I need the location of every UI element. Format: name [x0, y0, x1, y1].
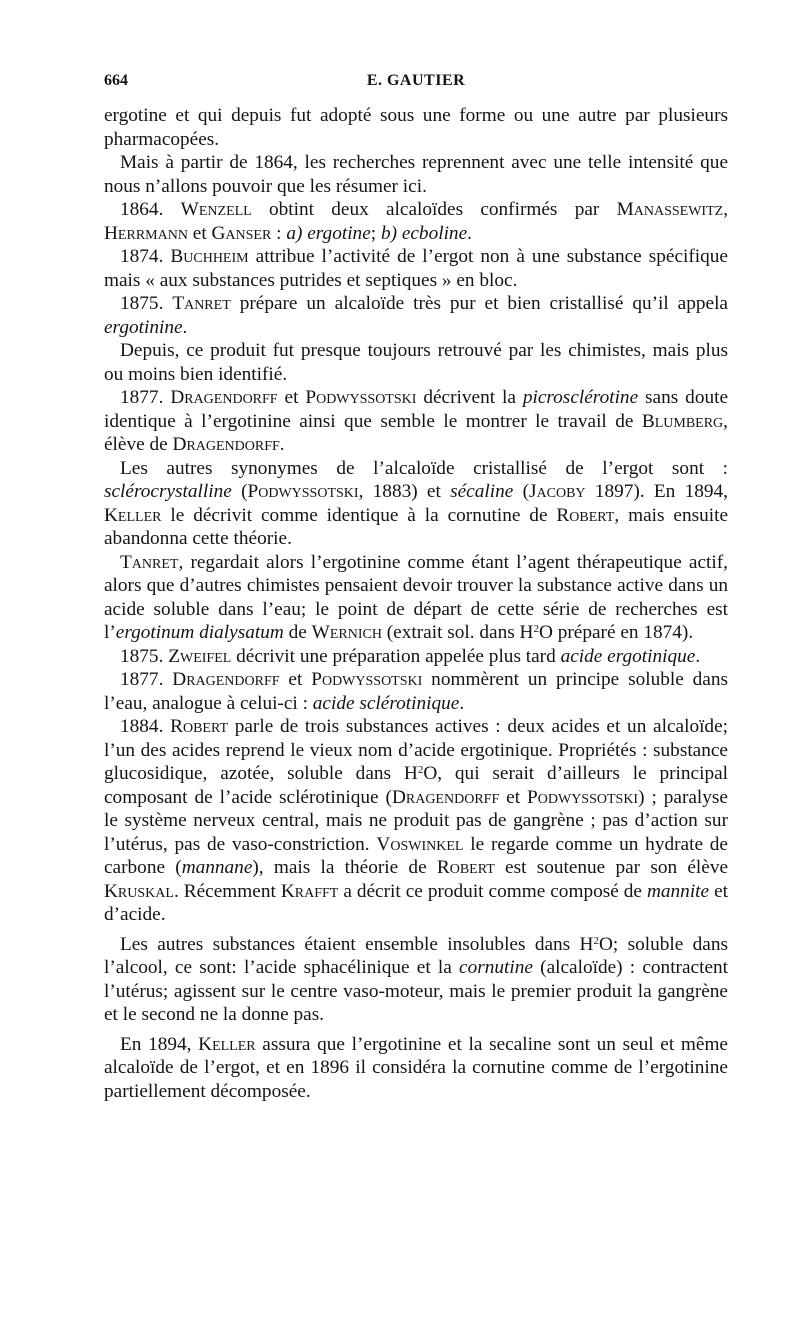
author-name: Tanret [172, 293, 231, 314]
text-run: et d’acide. [104, 880, 728, 925]
paragraph-4 [104, 245, 728, 292]
text-run: 1875. [120, 293, 173, 314]
paragraph-1 [104, 104, 728, 151]
text-run: assura que l’ergotinine et la secaline sont un seul et même alcaloïde de l’ergot, et en 1896 il considéra la cornutine comme de l’ergotinine partiellement décomposée. [104, 1033, 728, 1102]
text-run: parle de trois substances actives : deux acides et un alcaloïde; l’un des acides reprend le vieux nom d’acide ergotinique. Propriétés : substance glucosidique, azotée, soluble dans H [104, 716, 728, 784]
text-run: : [271, 222, 287, 244]
author-name: Dragendorff [172, 669, 280, 690]
author-name: Keller [198, 1033, 256, 1055]
text-run: . [459, 692, 465, 714]
text-run: nommèrent un principe soluble dans l’eau, analogue à celui-ci : [104, 669, 729, 714]
paragraph-6 [104, 339, 728, 386]
italic-term: sclérocrystalline [104, 481, 232, 502]
author-name: Kruskal [104, 880, 174, 902]
text-run: le décrivit comme identique à la cornutine de [161, 504, 557, 526]
text-run: est soutenue par son élève [494, 857, 729, 878]
italic-term: cornutine [459, 957, 533, 978]
paragraph-8 [104, 457, 728, 551]
italic-term: picrosclérotine [522, 387, 639, 408]
text-run: , regardait alors l’ergotinine comme étant l’agent thérapeutique actif, alors que d’autres chimistes pensaient devoir trouver la substance active dans un acide soluble dans l’eau; le point de départ de cette série de recherches est l’ [104, 551, 728, 643]
text-run: . [182, 316, 188, 338]
running-head-author: E. GAUTIER [366, 72, 466, 89]
italic-term: ergotinum dialysatum [115, 622, 284, 643]
text-run: 1864. [120, 199, 181, 220]
author-name: Robert [436, 857, 495, 878]
author-name: Herrmann [104, 222, 188, 244]
text-run: 1877. [120, 669, 173, 690]
author-name: Podwyssotski [311, 669, 423, 690]
text-run: le regarde comme un hydrate de carbone ( [104, 833, 728, 878]
body-text [104, 104, 728, 1103]
text-run: et [277, 387, 306, 408]
text-run: . Récemment [173, 880, 281, 902]
author-name: Buchheim [170, 246, 249, 267]
text-run: 1874. [120, 246, 171, 267]
text-run: (extrait sol. dans H [381, 622, 534, 643]
text-run: 1884. [120, 716, 171, 737]
text-run: décrivent la [416, 387, 523, 408]
text-run: prépare un alcaloïde très pur et bien cristallisé qu’il appela [230, 293, 728, 314]
paragraph-10 [104, 645, 728, 669]
text-run: de [283, 622, 312, 643]
superscript: 2 [593, 934, 599, 947]
text-run: Les autres substances étaient ensemble insolubles dans H [120, 933, 594, 955]
paragraph-5 [104, 292, 728, 339]
text-run: a décrit ce produit comme composé de [338, 880, 647, 902]
italic-term: sécaline [450, 481, 514, 502]
author-name: Keller [104, 504, 162, 526]
italic-term: ergotinine [104, 316, 183, 338]
text-run: En 1894, [120, 1033, 199, 1055]
italic-term: b) ecboline [380, 222, 468, 244]
text-run: , 1883) et [358, 481, 451, 502]
author-name: Krafft [280, 880, 339, 902]
paragraph-2 [104, 151, 728, 198]
superscript: 2 [417, 764, 424, 776]
text-run: et [279, 669, 312, 690]
text-run: ( [231, 481, 248, 502]
paragraph-14 [104, 1033, 728, 1104]
author-name: Wenzell [180, 199, 252, 220]
text-run: ( [513, 481, 530, 502]
text-run: , [723, 199, 729, 220]
text-run: Les autres synonymes de l’alcaloïde cristallisé de l’ergot sont : [120, 457, 728, 479]
text-run: et [187, 222, 212, 244]
paragraph-12 [104, 715, 728, 927]
page-header [104, 72, 728, 96]
author-name: Tanret [120, 551, 179, 573]
text-run: . [467, 222, 472, 244]
author-name: Podwyssotski [305, 387, 417, 408]
text-run: sans doute identique à l’ergotinine ainsi que semble le montrer le travail de [104, 387, 729, 432]
italic-term: a) ergotine [286, 222, 371, 244]
paragraph-3 [104, 198, 728, 245]
text-run: 1877. [120, 387, 171, 408]
paragraph-11 [104, 668, 728, 715]
author-name: Ganser [211, 222, 272, 244]
text-run: ), mais la théorie de [252, 857, 437, 878]
paragraph-13 [104, 933, 728, 1027]
text-run: décrivit une préparation appelée plus tard [231, 645, 561, 667]
paragraph-7 [104, 386, 728, 457]
text-run: , élève de [104, 410, 728, 455]
author-name: Jacoby [529, 481, 586, 502]
text-run: O préparé en 1874). [538, 622, 694, 643]
text-run: ) ; paralyse le système nerveux central, mais ne produit pas de gangrène ; pas d’action sur l’utérus, pas de vaso-constriction. [104, 786, 728, 855]
author-name: Robert [170, 716, 229, 737]
text-run: , mais ensuite abandonna cette théorie. [104, 504, 729, 549]
author-name: Podwyssotski [527, 786, 639, 808]
page-number: 664 [104, 72, 128, 89]
italic-term: acide sclérotinique [312, 692, 460, 714]
author-name: Robert [556, 504, 615, 526]
italic-term: mannite [646, 880, 710, 902]
text-run: 1897). En 1894, [585, 481, 728, 502]
author-name: Dragendorff [172, 434, 280, 455]
author-name: Blumberg [641, 410, 724, 432]
text-run: . [695, 645, 701, 667]
text-run: O, qui serait d’ailleurs le principal composant de l’acide sclérotinique ( [104, 763, 728, 808]
text-run: . [279, 434, 285, 455]
text-run: 1875. [120, 645, 169, 667]
paragraph-9 [104, 551, 728, 645]
text-run: ergotine et qui depuis fut adopté sous une forme ou une autre par plusieurs pharmacopées. [104, 105, 728, 150]
text-run: ; [370, 222, 381, 244]
text-run: Depuis, ce produit fut presque toujours retrouvé par les chimistes, mais plus ou moins bien identifié. [104, 340, 728, 385]
text-run: (alcaloïde) : contractent l’utérus; agissent sur le centre vaso-moteur, mais le premier produit la gangrène et le second ne la donne pas. [104, 957, 728, 1025]
author-name: Zweifel [168, 645, 232, 667]
text-run: O; soluble dans l’alcool, ce sont: l’acide sphacélinique et la [104, 933, 728, 978]
italic-term: acide ergotinique [560, 645, 696, 667]
text-run: Mais à partir de 1864, les recherches reprennent avec une telle intensité que nous n’allons pouvoir que les résumer ici. [104, 152, 728, 197]
superscript: 2 [533, 623, 539, 635]
text-run: et [499, 786, 528, 808]
author-name: Voswinkel [376, 833, 464, 855]
author-name: Manassewitz [616, 199, 724, 220]
text-run: obtint deux alcaloïdes confirmés par [251, 199, 617, 220]
author-name: Dragendorff [170, 387, 278, 408]
author-name: Podwyssotski [247, 481, 359, 502]
author-name: Dragendorff [391, 786, 500, 808]
author-name: Wernich [311, 622, 382, 643]
italic-term: mannane [181, 857, 253, 878]
text-run: attribue l’activité de l’ergot non à une substance spécifique mais « aux substances putrides et septiques » en bloc. [104, 246, 728, 291]
